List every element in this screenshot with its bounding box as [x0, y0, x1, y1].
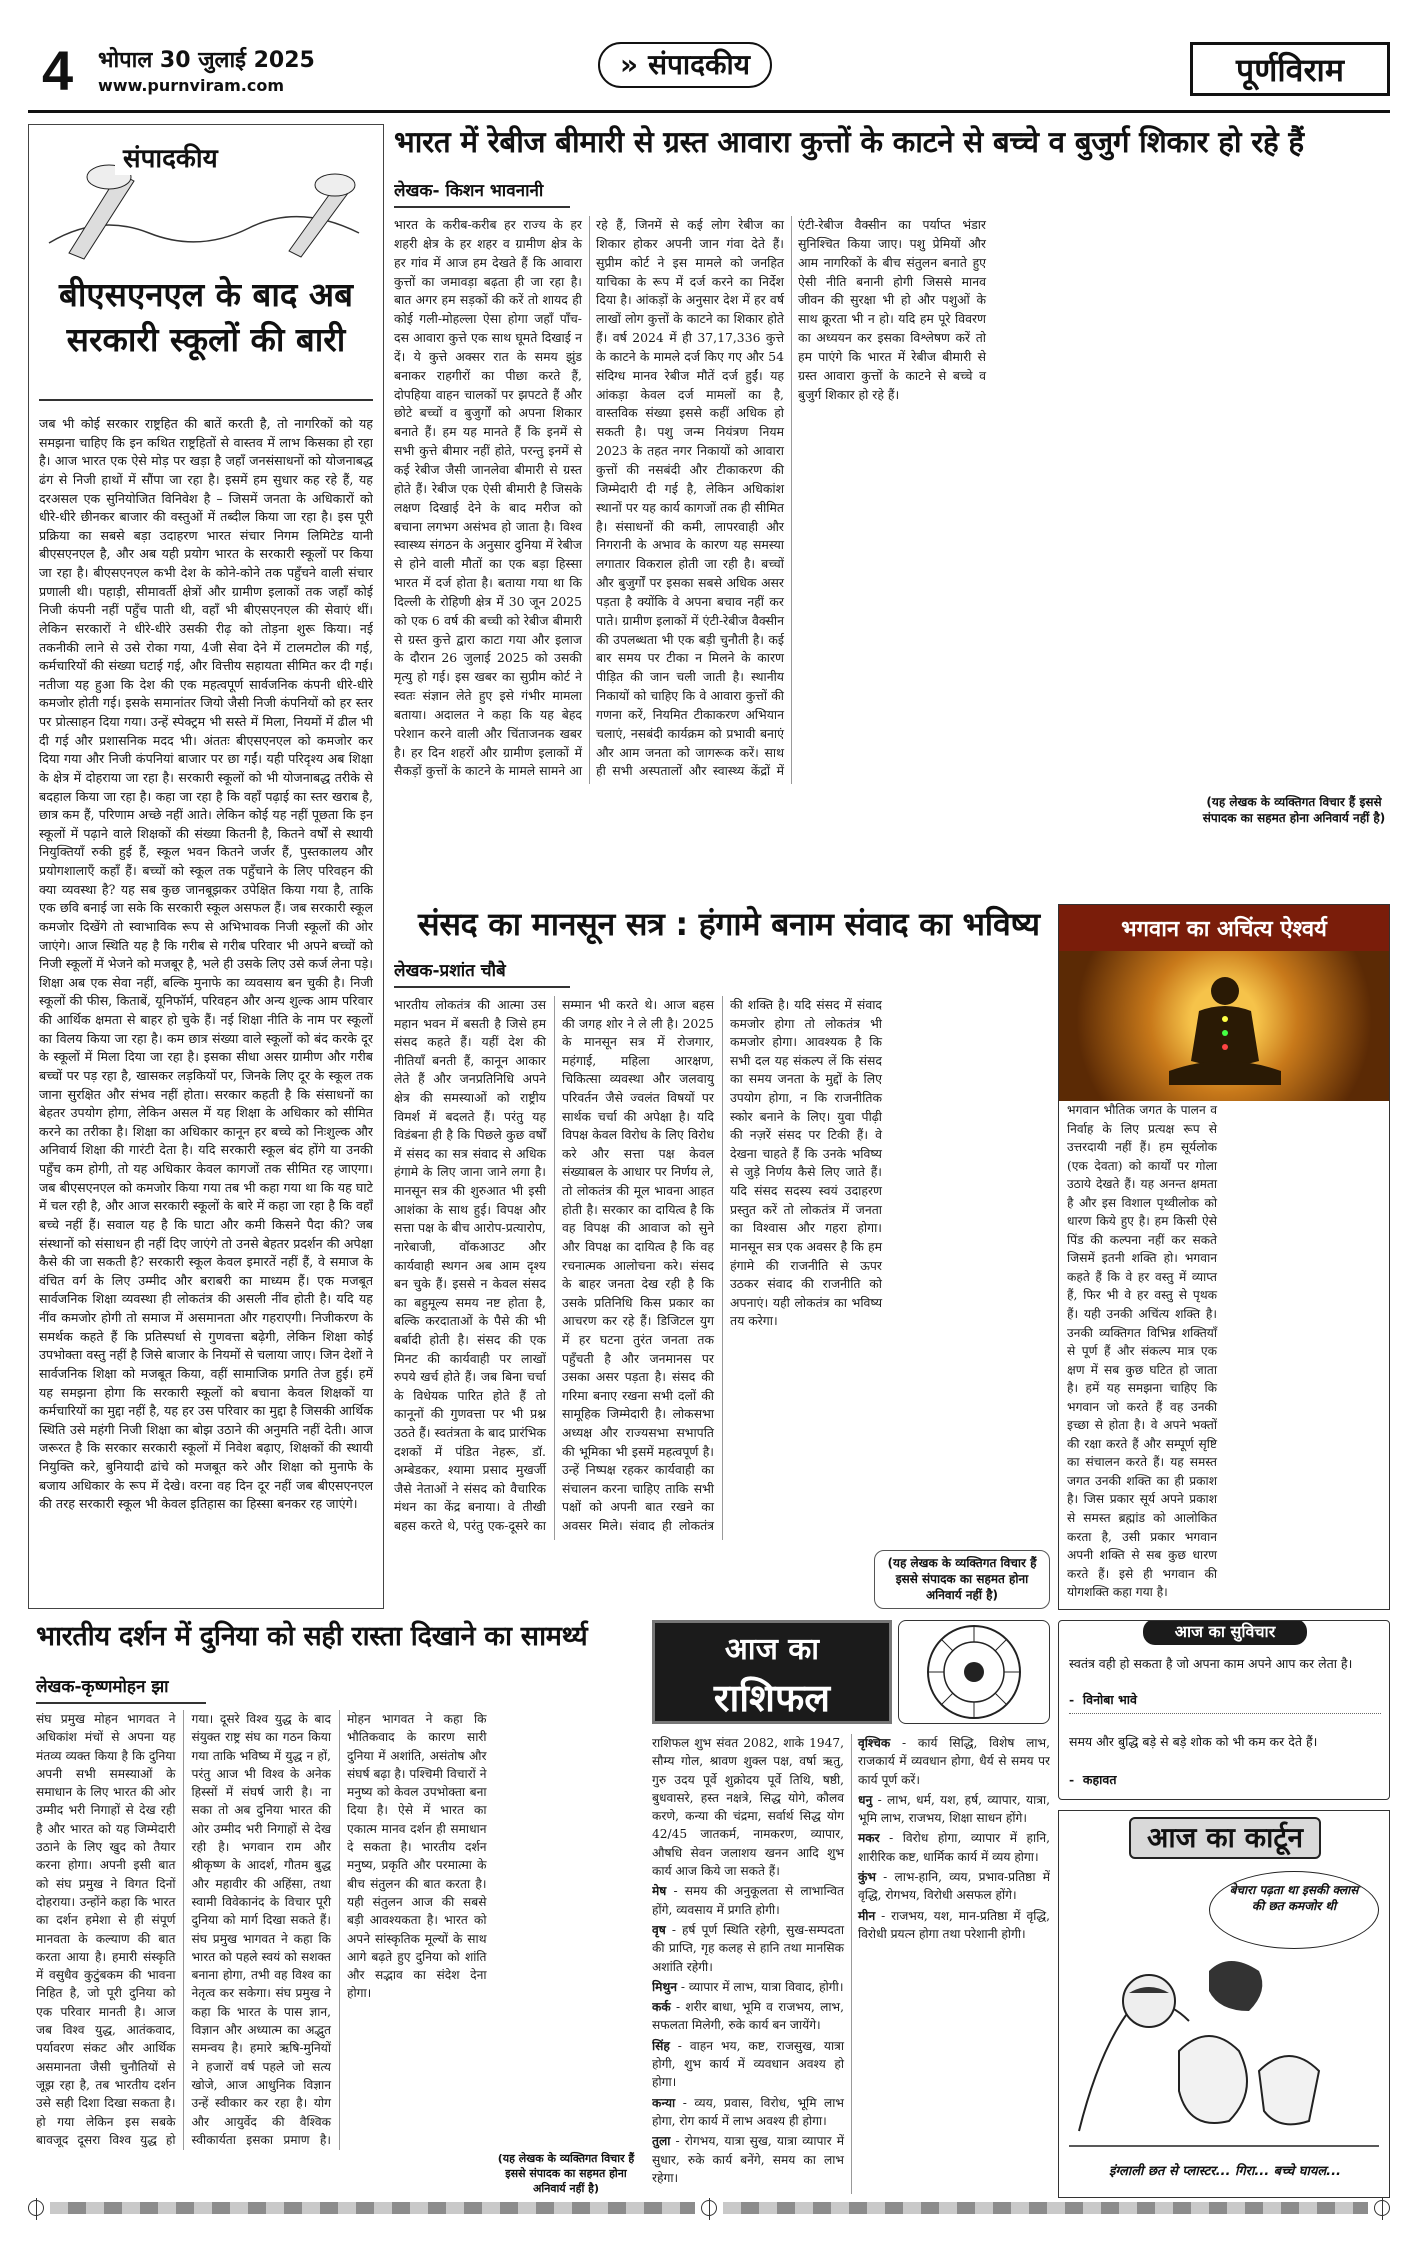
suvichar-author-name: कहावत [1082, 1772, 1117, 1787]
sign-text: विरोध होगा, व्यापार में हानि, शारीरिक कष्ट, धार्मिक कार्य में व्यय होगा। [858, 1831, 1050, 1864]
meditating-figure-icon [1059, 951, 1390, 1101]
page-number: 4 [42, 39, 74, 102]
sign-name: सिंह [652, 2038, 670, 2053]
section-tag [598, 42, 772, 88]
rabies-disclaimer: (यह लेखक के व्यक्तिगत विचार हैं इससे संपादक का सहमत होना अनिवार्य नहीं है) [1202, 795, 1386, 826]
darshan-disclaimer: (यह लेखक के व्यक्तिगत विचार हैं इससे संपादक का सहमत होना अनिवार्य नहीं है) [497, 2152, 635, 2195]
bhagwan-box [1058, 904, 1390, 1610]
rabies-headline: भारत में रेबीज बीमारी से ग्रस्त आवारा कुत्तों के काटने से बच्चे व बुजुर्ग शिकार हो रहे हैं [394, 125, 1304, 159]
print-registration-strip [28, 2200, 1390, 2216]
masthead [28, 38, 1390, 106]
sign-name: मिथुन [652, 1979, 677, 1994]
sign-text: व्यापार में लाभ, यात्रा विवाद, होगी। [688, 1979, 844, 1994]
bhagwan-body: भगवान भौतिक जगत के पालन व निर्वाह के लिए प्रत्यक्ष रूप से उत्तरदायी नहीं हैं। हम सूर्यलोक (एक देवता) को कार्यों पर गोला उठाये देखते हैं। यह अनन्त क्षमता है और इस विशाल पृथ्वीलोक को धारण किये हुए है। हम किसी ऐसे पिंड की कल्पना नहीं कर सकते जिसमें इतनी शक्ति हो। भगवान कहते हैं कि वे हर वस्तु में व्याप्त हैं, फिर भी वे हर वस्तु से पृथक हैं। यही उनकी अचिंत्य शक्ति है। उनकी व्यक्तिगत विभिन्न शक्तियाँ से पूर्ण हैं और संकल्प मात्र एक क्षण में सब कुछ घटित हो जाता है। हमें यह समझना चाहिए कि भगवान जो करते हैं वह उनकी इच्छा से होता है। वे अपने भक्तों की रक्षा करते हैं और सम्पूर्ण सृष्टि का संचालन करते हैं। यह समस्त जगत उनकी शक्ति का ही प्रकाश है। जिस प्रकार सूर्य अपने प्रकाश से समस्त ब्रह्मांड को आलोकित करता है, उसी प्रकार भगवान अपनी शक्ति से सब कुछ धारण करते हैं। इसे ही भगवान की योगशक्ति कहा गया है। [1067, 1103, 1217, 1600]
sign-name: मकर [858, 1831, 880, 1846]
color-bar [723, 2202, 1368, 2214]
sign-text: लाभ, धर्म, यश, हर्ष, व्यापार, यात्रा, भूमि लाभ, राजभय, शिक्षा साधन होंगे। [858, 1792, 1050, 1826]
parliament-disclaimer: (यह लेखक के व्यक्तिगत विचार हैं इससे संपादक का सहमत होना अनिवार्य नहीं है) [874, 1550, 1050, 1609]
rashifal-sign: कर्क - शरीर बाधा, भूमि व राजभय, लाभ, सफलता मिलेगी, रुके कार्य बन जायेंगे। [652, 2000, 844, 2033]
rashifal-heading-line2: राशिफल [713, 1676, 831, 1720]
section-label: संपादकीय [648, 48, 751, 81]
parliament-byline-rule [394, 986, 570, 988]
sign-text: रोगभय, यात्रा सुख, यात्रा व्यापार में सुधार, रुके कार्य बनेंगे, समय का लाभ रहेगा। [652, 2134, 844, 2185]
darshan-article [28, 1620, 644, 2198]
rashifal-box [652, 1620, 1050, 2198]
sign-text: हर्ष पूर्ण स्थिति रहेगी, सुख-सम्पदता की प्राप्ति, गृह कलह से हानि तथा मानसिक अशांति रहेगी। [652, 1922, 844, 1974]
rashifal-sign: मिथुन - व्यापार में लाभ, यात्रा विवाद, होगी। [652, 1979, 844, 1994]
suvichar-divider [1069, 1713, 1381, 1714]
rashifal-intro: राशिफल शुभ संवत 2082, शाके 1947, सौम्य गोल, श्रावण शुक्ल पक्ष, वर्षा ऋतु, गुरु उदय पूर्वे शुक्रोदय पूर्वे तिथि, षष्ठी, बुधवासरे, हस्त नक्षत्रे, सिद्ध योगे, कौलव करणे, कन्या की चंद्रमा, सर्वार्थ सिद्ध योग 42/45 जातकर्म, नामकरण, व्यापार, औषधि सेवन जलाशय खनन आदि शुभ कार्य आज किये जा सकते हैं। [652, 1736, 844, 1879]
cartoon-caption: इंग्लाली छत से प्लास्टर... गिरा... बच्चे घायल... [1108, 2164, 1341, 2179]
sign-name: मीन [858, 1908, 876, 1923]
parliament-byline: लेखक-प्रशांत चौबे [394, 961, 506, 981]
rashifal-sign: कुंभ - लाभ-हानि, व्यय, प्रभाव-प्रतिष्ठा में वृद्धि, रोगभय, विरोधी असफल होंगे। [858, 1870, 1050, 1903]
sign-name: कर्क [652, 2000, 671, 2015]
rashifal-sign: सिंह - वाहन भय, कष्ट, राजसुख, यात्रा होगी, शुभ कार्य में व्यवधान अवश्य हो होगा। [652, 2038, 844, 2090]
cartoon-drawing [1059, 1931, 1389, 2171]
darshan-headline: भारतीय दर्शन में दुनिया को सही रास्ता दिखाने का सामर्थ्य [36, 1621, 588, 1652]
sign-text: शरीर बाधा, भूमि व राजभय, लाभ, सफलता मिलेगी, रुके कार्य बन जायेंगे। [652, 2000, 844, 2033]
registration-mark-icon [1374, 2200, 1390, 2216]
rashifal-sign: मेष - समय की अनुकूलता से लाभान्वित होंगे, व्यवसाय में प्रगति होगी। [652, 1884, 844, 1917]
rabies-article [394, 124, 1390, 894]
suvichar-author: - विनोबा भावे [1069, 1692, 1137, 1707]
suvichar-quote: स्वतंत्र वही हो सकता है जो अपना काम अपने आप कर लेता है। [1069, 1656, 1353, 1671]
parliament-body: भारतीय लोकतंत्र की आत्मा उस महान भवन में बसती है जिसे हम संसद कहते हैं। यहीं देश की नीतियाँ बनती हैं, कानून आकार लेते हैं और जनप्रतिनिधि अपने क्षेत्र की समस्याओं को राष्ट्रीय विमर्श में बदलते हैं। परंतु यह विडंबना ही है कि पिछले कुछ वर्षों में संसद का सत्र संवाद से अधिक हंगामे के लिए जाना जाने लगा है। मानसून सत्र की शुरुआत भी इसी आशंका के साथ हुई। विपक्ष और सत्ता पक्ष के बीच आरोप-प्रत्यारोप, नारेबाजी, वॉकआउट और कार्यवाही स्थगन अब आम दृश्य बन चुके हैं। इससे न केवल संसद का बहुमूल्य समय नष्ट होता है, बल्कि करदाताओं के पैसे की भी बर्बादी होती है। संसद की एक मिनट की कार्यवाही पर लाखों रुपये खर्च होते हैं। जब बिना चर्चा के विधेयक पारित होते हैं तो कानूनों की गुणवत्ता पर भी प्रश्न उठते हैं। स्वतंत्रता के बाद प्रारंभिक दशकों में पंडित नेहरू, डॉ. अम्बेडकर, श्यामा प्रसाद मुखर्जी जैसे नेताओं ने संसद को वैचारिक मंथन का केंद्र बनाया। वे तीखी बहस करते थे, परंतु एक-दूसरे का सम्मान भी करते थे। आज बहस की जगह शोर ने ले ली है। 2025 के मानसून सत्र में रोजगार, महंगाई, महिला आरक्षण, चिकित्सा व्यवस्था और जलवायु परिवर्तन जैसे ज्वलंत विषयों पर सार्थक चर्चा की अपेक्षा है। यदि विपक्ष केवल विरोध के लिए विरोध करे और सत्ता पक्ष केवल संख्याबल के आधार पर निर्णय ले, तो लोकतंत्र की मूल भावना आहत होती है। सरकार का दायित्व है कि वह विपक्ष की आवाज को सुने और विपक्ष का दायित्व है कि वह रचनात्मक आलोचना करे। संसद के बाहर जनता देख रही है कि उसके प्रतिनिधि किस प्रकार का आचरण कर रहे हैं। डिजिटल युग में हर घटना तुरंत जनता तक पहुँचती है और जनमानस पर उसका असर पड़ता है। संसद की गरिमा बनाए रखना सभी दलों की सामूहिक जिम्मेदारी है। लोकसभा अध्यक्ष और राज्यसभा सभापति की भूमिका भी इसमें महत्वपूर्ण है। उन्हें निष्पक्ष रहकर कार्यवाही का संचालन करना चाहिए ताकि सभी पक्षों को अपनी बात रखने का अवसर मिले। संवाद ही लोकतंत्र की शक्ति है। यदि संसद में संवाद कमजोर होगा तो लोकतंत्र भी कमजोर होगा। आवश्यक है कि सभी दल यह संकल्प लें कि संसद का समय जनता के मुद्दों के लिए उपयोग होगा, न कि राजनीतिक स्कोर बनाने के लिए। युवा पीढ़ी की नज़रें संसद पर टिकी हैं। वे देखना चाहते हैं कि उनके भविष्य से जुड़े निर्णय कैसे लिए जाते हैं। यदि संसद सदस्य स्वयं उदाहरण प्रस्तुत करें तो लोकतंत्र में जनता का विश्वास और गहरा होगा। मानसून सत्र एक अवसर है कि हम हंगामे की राजनीति से ऊपर उठकर संवाद की राजनीति को अपनाएं। यही लोकतंत्र का भविष्य तय करेगा। [394, 997, 882, 1534]
rashifal-sign: मीन - राजभय, यश, मान-प्रतिष्ठा में वृद्धि, विरोधी प्रयत्न होगा तथा परेशानी होगी। [858, 1908, 1050, 1941]
rashifal-sign: मकर - विरोध होगा, व्यापार में हानि, शारीरिक कष्ट, धार्मिक कार्य में व्यय होगा। [858, 1831, 1050, 1864]
zodiac-wheel-icon [924, 1622, 1024, 1722]
sign-text: व्यय, प्रवास, विरोध, भूमि लाभ होगा, रोग कार्य में लाभ अवश्य ही होगा। [652, 2095, 844, 2128]
double-chevron-icon: » [620, 48, 639, 81]
sign-text: समय की अनुकूलता से लाभान्वित होंगे, व्यवसाय में प्रगति होगी। [652, 1884, 844, 1917]
sign-name: वृश्चिक [858, 1736, 891, 1750]
editorial-label: संपादकीय [115, 139, 226, 175]
sign-name: मेष [652, 1884, 667, 1899]
suvichar-box [1058, 1620, 1390, 1800]
darshan-body: संघ प्रमुख मोहन भागवत ने अधिकांश मंचों से अपना यह मंतव्य व्यक्त किया है कि दुनिया अपनी सभी समस्याओं के समाधान के लिए भारत की ओर उम्मीद भरी निगाहों से देख रही है और भारत को यह जिम्मेदारी उठाने के लिए खुद को तैयार करना होगा। अपनी इसी बात को संघ प्रमुख ने विगत दिनों दोहराया। उन्होंने कहा कि भारत का दर्शन हमेशा से ही संपूर्ण मानवता के कल्याण की बात करता आया है। हमारी संस्कृति में वसुधैव कुटुंबकम की भावना निहित है, जो पूरी दुनिया को एक परिवार मानती है। आज जब विश्व युद्ध, आतंकवाद, पर्यावरण संकट और आर्थिक असमानता जैसी चुनौतियों से जूझ रहा है, तब भारतीय दर्शन उसे सही दिशा दिखा सकता है। हो गया लेकिन इस सबके बावजूद दूसरा विश्व युद्ध हो गया। दूसरे विश्व युद्ध के बाद संयुक्त राष्ट्र संघ का गठन किया गया ताकि भविष्य में युद्ध न हों, परंतु आज भी विश्व के अनेक हिस्सों में संघर्ष जारी है। ना सका तो अब दुनिया भारत की ओर उम्मीद भरी निगाहों से देख रही है। भगवान राम और श्रीकृष्ण के आदर्श, गौतम बुद्ध और महावीर की अहिंसा, तथा स्वामी विवेकानंद के विचार पूरी दुनिया को मार्ग दिखा सकते हैं। संघ प्रमुख भागवत ने कहा कि भारत को पहले स्वयं को सशक्त बनाना होगा, तभी वह विश्व का नेतृत्व कर सकेगा। संघ प्रमुख ने कहा कि भारत के पास ज्ञान, विज्ञान और अध्यात्म का अद्भुत समन्वय है। हमारे ऋषि-मुनियों ने हजारों वर्ष पहले जो सत्य खोजे, आज आधुनिक विज्ञान उन्हें स्वीकार कर रहा है। योग और आयुर्वेद की वैश्विक स्वीकार्यता इसका प्रमाण है। मोहन भागवत ने कहा कि भौतिकवाद के कारण सारी दुनिया में अशांति, असंतोष और संघर्ष बढ़ा है। पश्चिमी विचारों ने मनुष्य को केवल उपभोक्ता बना दिया है। ऐसे में भारत का एकात्म मानव दर्शन ही समाधान दे सकता है। भारतीय दर्शन मनुष्य, प्रकृति और परमात्मा के बीच संतुलन की बात करता है। यही संतुलन आज की सबसे बड़ी आवश्यकता है। भारत को अपने सांस्कृतिक मूल्यों के साथ आगे बढ़ते हुए दुनिया को शांति और सद्भाव का संदेश देना होगा। [36, 1712, 487, 2147]
rabies-byline-rule [394, 206, 570, 208]
darshan-byline: लेखक-कृष्णमोहन झा [36, 1677, 169, 1697]
parliament-headline: संसद का मानसून सत्र : हंगामे बनाम संवाद का भविष्य [418, 905, 1040, 943]
registration-mark-icon [701, 2200, 717, 2216]
website-link[interactable]: www.purnviram.com [98, 76, 285, 95]
rashifal-banner [652, 1620, 892, 1724]
darshan-byline-rule [36, 1702, 206, 1704]
suvichar-quote: समय और बुद्धि बड़े से बड़े शोक को भी कम कर देते हैं। [1069, 1734, 1318, 1749]
meditation-image [1059, 951, 1389, 1101]
editorial-illustration [39, 133, 373, 261]
rashifal-sign: वृश्चिक - कार्य सिद्धि, विशेष लाभ, राजकार्य में व्यवधान होगा, धैर्य से समय पर कार्य पूर्ण करें। [858, 1736, 1050, 1787]
sign-name: तुला [652, 2134, 671, 2149]
rashifal-sign: वृष - हर्ष पूर्ण स्थिति रहेगी, सुख-सम्पदता की प्राप्ति, गृह कलह से हानि तथा मानसिक अशांति रहेगी। [652, 1922, 844, 1974]
rabies-body: भारत के करीब-करीब हर राज्य के हर शहरी क्षेत्र के हर शहर व ग्रामीण क्षेत्र के हर गांव में आज हम देखते हैं कि आवारा कुत्तों का जमावड़ा बढ़ता ही जा रहा है। बात अगर हम सड़कों की करें तो शायद ही कोई गली-मोहल्ला ऐसा होगा जहाँ पाँच-दस आवारा कुत्ते एक साथ घूमते दिखाई न दें। ये कुत्ते अक्सर रात के समय झुंड बनाकर राहगीरों का पीछा करते हैं, दोपहिया वाहन चालकों पर झपटते हैं और छोटे बच्चों व बुजुर्गों को अपना शिकार बनाते हैं। हम यह मानते हैं कि इनमें से सभी कुत्ते बीमार नहीं होते, परन्तु इनमें से कई रेबीज जैसी जानलेवा बीमारी से ग्रस्त होते हैं। रेबीज एक ऐसी बीमारी है जिसके लक्षण दिखाई देने के बाद मरीज को बचाना लगभग असंभव हो जाता है। विश्व स्वास्थ्य संगठन के अनुसार दुनिया में रेबीज से होने वाली मौतों का एक बड़ा हिस्सा भारत में दर्ज होता है। बताया गया था कि दिल्ली के रोहिणी क्षेत्र में 30 जून 2025 को एक 6 वर्ष की बच्ची को रेबीज बीमारी से ग्रस्त कुत्ते द्वारा काटा गया और इलाज के दौरान 26 जुलाई 2025 को उसकी मृत्यु हो गई। इस खबर का सुप्रीम कोर्ट ने स्वतः संज्ञान लेते हुए इसे गंभीर मामला बताया। अदालत ने कहा कि यह बेहद परेशान करने वाली और चिंताजनक खबर है। हर दिन शहरों और ग्रामीण इलाकों में सैकड़ों कुत्तों के काटने के मामले सामने आ रहे हैं, जिनमें से कई लोग रेबीज का शिकार होकर अपनी जान गंवा देते हैं। सुप्रीम कोर्ट ने इस मामले को जनहित याचिका के रूप में दर्ज करने का निर्देश दिया है। आंकड़ों के अनुसार देश में हर वर्ष लाखों लोग कुत्तों के काटने का शिकार होते हैं। वर्ष 2024 में ही 37,17,336 कुत्ते के काटने के मामले दर्ज किए गए और 54 संदिग्ध मानव रेबीज मौतें दर्ज हुईं। यह आंकड़ा केवल दर्ज मामलों का है, वास्तविक संख्या इससे कहीं अधिक हो सकती है। पशु जन्म नियंत्रण नियम 2023 के तहत नगर निकायों को आवारा कुत्तों की नसबंदी और टीकाकरण की जिम्मेदारी दी गई है, लेकिन अधिकांश स्थानों पर यह कार्य कागजों तक ही सीमित है। संसाधनों की कमी, लापरवाही और निगरानी के अभाव के कारण यह समस्या लगातार विकराल होती जा रही है। बच्चों और बुजुर्गों पर इसका सबसे अधिक असर पड़ता है क्योंकि वे अपना बचाव नहीं कर पाते। ग्रामीण इलाकों में एंटी-रेबीज वैक्सीन की उपलब्धता भी एक बड़ी चुनौती है। कई बार समय पर टीका न मिलने के कारण पीड़ित की जान चली जाती है। स्थानीय निकायों को चाहिए कि वे आवारा कुत्तों की गणना करें, नियमित टीकाकरण अभियान चलाएं, नसबंदी कार्यक्रम को प्रभावी बनाएं और आम जनता को जागरूक करें। साथ ही सभी अस्पतालों और स्वास्थ्य केंद्रों में एंटी-रेबीज वैक्सीन का पर्याप्त भंडार सुनिश्चित किया जाए। पशु प्रेमियों और आम नागरिकों के बीच संतुलन बनाते हुए ऐसी नीति बनानी होगी जिससे मानव जीवन की सुरक्षा भी हो और पशुओं के साथ क्रूरता भी न हो। यदि हम पूरे विवरण का अध्ययन कर इसका विश्लेषण करें तो हम पाएंगे कि भारत में रेबीज बीमारी से ग्रस्त आवारा कुत्तों के काटने से बच्चे व बुजुर्ग शिकार हो रहे हैं। [394, 217, 986, 779]
rashifal-heading-line1: आज का [724, 1632, 820, 1667]
sign-name: वृष [652, 1922, 666, 1937]
editorial-panel [28, 124, 384, 1609]
registration-mark-icon [28, 2200, 44, 2216]
cartoon-heading: आज का कार्टून [1129, 1817, 1321, 1859]
rashifal-columns [652, 1734, 1050, 2194]
sign-text: लाभ-हानि, व्यय, प्रभाव-प्रतिष्ठा में वृद्धि, रोगभय, विरोधी असफल होंगे। [858, 1870, 1050, 1903]
bhagwan-heading: भगवान का अचिंत्य ऐश्वर्य [1059, 905, 1389, 951]
sign-name: कुंभ [858, 1870, 876, 1885]
parliament-article [394, 904, 1050, 1610]
sign-text: राजभय, यश, मान-प्रतिष्ठा में वृद्धि, विरोधी प्रयत्न होगा तथा परेशानी होगी। [858, 1908, 1050, 1941]
editorial-body: जब भी कोई सरकार राष्ट्रहित की बातें करती है, तो नागरिकों को यह समझना चाहिए कि इन कथित राष्ट्रहितों से वास्तव में लाभ किसका हो रहा है। आज भारत एक ऐसे मोड़ पर खड़ा है जहाँ जनसंसाधनों को योजनाबद्ध ढंग से निजी हाथों में सौंपा जा रहा है। इसमें हम सुधार कह रहे हैं, यह दरअसल एक सुनियोजित विनिवेश है – जिसमें जनता के अधिकारों को धीरे-धीरे छीनकर बाजार की वस्तुओं में तब्दील किया जा रहा है। इस पूरी प्रक्रिया का सबसे बड़ा उदाहरण भारत संचार निगम लिमिटेड यानी बीएसएनएल है, और अब यही प्रयोग भारत के सरकारी स्कूलों पर किया जा रहा है। बीएसएनएल कभी देश के कोने-कोने तक पहुँचने वाली संचार प्रणाली थी। पहाड़ी, सीमावर्ती क्षेत्रों और ग्रामीण इलाकों तक जहाँ कोई निजी कंपनी नहीं पहुँच पाती थी, वहाँ भी बीएसएनएल की सेवाएं थीं। लेकिन सरकारों ने धीरे-धीरे उसकी रीढ़ को तोड़ना शुरू किया। नई तकनीकी लाने से उसे रोका गया, 4जी सेवा देने में टालमटोल की गई, कर्मचारियों की संख्या घटाई गई, और वित्तीय सहायता सीमित कर दी गई। नतीजा यह हुआ कि देश की एक महत्वपूर्ण सार्वजनिक कंपनी धीरे-धीरे कमजोर होती गई। इसके समानांतर जियो जैसी निजी कंपनियों को हर स्तर पर प्रोत्साहन दिया गया। उन्हें स्पेक्ट्रम भी सस्ते में मिला, नियमों में ढील भी दी गई और प्रशासनिक मदद भी। अंततः बीएसएनएल को कमजोर कर दिया गया और निजी कंपनियां बाजार पर छा गईं। यही परिदृश्य अब शिक्षा के क्षेत्र में दोहराया जा रहा है। सरकारी स्कूलों को भी योजनाबद्ध तरीके से बदहाल किया जा रहा है। कहा जा रहा है कि वहाँ पढ़ाई का स्तर खराब है, छात्र कम हैं, परिणाम अच्छे नहीं आते। लेकिन कोई यह नहीं पूछता कि इन स्कूलों में पढ़ाने वाले शिक्षकों की संख्या कितनी है, कितने वर्षों से स्थायी नियुक्तियाँ रुकी हुई हैं, स्कूल भवन कितने जर्जर हैं, पुस्तकालय और प्रयोगशालाएँ कहाँ हैं। बच्चों को स्कूल तक पहुँचाने के लिए परिवहन की क्या व्यवस्था है? यह सब कुछ जानबूझकर उपेक्षित किया गया है, ताकि एक छवि बनाई जा सके कि सरकारी स्कूल असफल हैं। जब सरकारी स्कूल कमजोर दिखेंगे तो स्वाभाविक रूप से अभिभावक निजी स्कूलों की ओर जाएंगे। आज स्थिति यह है कि गरीब से गरीब परिवार भी अपने बच्चों को निजी स्कूलों में भेजने को मजबूर है, भले ही उसके लिए उसे कर्ज लेना पड़े। शिक्षा अब एक सेवा नहीं, बल्कि मुनाफे का व्यवसाय बन चुकी है। निजी स्कूलों की फीस, किताबें, यूनिफॉर्म, परिवहन और अन्य शुल्क आम परिवार की आर्थिक क्षमता से बाहर हो चुके हैं। नई शिक्षा नीति के नाम पर स्कूलों का विलय किया जा रहा है। कम छात्र संख्या वाले स्कूलों को बंद करके दूर के स्कूलों में मिला दिया जा रहा है। इसका सीधा असर ग्रामीण और गरीब बच्चों पर पड़ रहा है, खासकर लड़कियों पर, जिनके लिए दूर के स्कूल तक जाना सुरक्षित और संभव नहीं होता। सरकार कहती है कि संसाधनों का बेहतर उपयोग होगा, लेकिन असल में यह शिक्षा के अधिकार को सीमित करने का तरीका है। शिक्षा का अधिकार कानून हर बच्चे को निःशुल्क और अनिवार्य शिक्षा की गारंटी देता है। यदि सरकारी स्कूल बंद होंगे या उनकी पहुँच कम होगी, तो यह अधिकार केवल कागजों तक सीमित रह जाएगा। जब बीएसएनएल को कमजोर किया गया तब भी कहा गया था कि यह घाटे में चल रही है, और आज सरकारी स्कूलों के बारे में कहा जा रहा है कि वहाँ बच्चे नहीं हैं। सवाल यह है कि घाटा और कमी किसने पैदा की? जब संस्थानों को संसाधन ही नहीं दिए जाएंगे तो उनसे बेहतर प्रदर्शन की अपेक्षा कैसे की जा सकती है? सरकारी स्कूल केवल इमारतें नहीं हैं, वे समाज के वंचित वर्ग के लिए उम्मीद और बराबरी का माध्यम हैं। एक मजबूत सार्वजनिक शिक्षा व्यवस्था ही लोकतंत्र की असली नींव होती है। यदि यह नींव कमजोर होगी तो समाज में असमानता और गहराएगी। निजीकरण के समर्थक कहते हैं कि प्रतिस्पर्धा से गुणवत्ता बढ़ेगी, लेकिन शिक्षा कोई उपभोक्ता वस्तु नहीं है जिसे बाजार के नियमों से चलाया जाए। जिन देशों ने सार्वजनिक शिक्षा को मजबूत किया, वहीं सामाजिक प्रगति तेज हुई। हमें यह समझना होगा कि सरकारी स्कूलों को बचाना केवल शिक्षकों या कर्मचारियों का मुद्दा नहीं है, यह हर उस परिवार का मुद्दा है जिसकी आर्थिक स्थिति उसे महंगी निजी शिक्षा का बोझ उठाने की अनुमति नहीं देती। आज जरूरत है कि सरकार सरकारी स्कूलों में निवेश बढ़ाए, शिक्षकों की स्थायी नियुक्ति करे, बुनियादी ढांचे को मजबूत करे और शिक्षा को मुनाफे के बजाय अधिकार के रूप में देखे। वरना वह दिन दूर नहीं जब बीएसएनएल की तरह सरकारी स्कूल भी केवल इतिहास का हिस्सा बनकर रह जाएंगे। [39, 416, 373, 1512]
rashifal-sign: तुला - रोगभय, यात्रा सुख, यात्रा व्यापार में सुधार, रुके कार्य बनेंगे, समय का लाभ रहेगा। [652, 2134, 844, 2185]
rashifal-sign: कन्या - व्यय, प्रवास, विरोध, भूमि लाभ होगा, रोग कार्य में लाभ अवश्य ही होगा। [652, 2095, 844, 2128]
sign-name: धनु [858, 1792, 873, 1807]
sign-text: कार्य सिद्धि, विशेष लाभ, राजकार्य में व्यवधान होगा, धैर्य से समय पर कार्य पूर्ण करें। [858, 1736, 1050, 1787]
suvichar-heading: आज का सुविचार [1143, 1620, 1307, 1645]
brand-logo: पूर्णविराम [1190, 42, 1390, 96]
header-rule [28, 110, 1390, 113]
issue-date: भोपाल 30 जुलाई 2025 [98, 48, 315, 73]
color-bar [50, 2202, 695, 2214]
rabies-byline: लेखक- किशन भावनानी [394, 181, 544, 201]
rashifal-sign: धनु - लाभ, धर्म, यश, हर्ष, व्यापार, यात्रा, भूमि लाभ, राजभय, शिक्षा साधन होंगे। [858, 1792, 1050, 1826]
cartoon-speech-text: बेचारा पढ़ता था इसकी क्लास की छत कमजोर थी [1229, 1883, 1359, 1914]
suvichar-author-name: विनोबा भावे [1082, 1692, 1137, 1707]
cartoon-box [1058, 1810, 1390, 2198]
sign-name: कन्या [652, 2095, 676, 2110]
sign-text: वाहन भय, कष्ट, राजसुख, यात्रा होगी, शुभ कार्य में व्यवधान अवश्य हो होगा। [652, 2038, 844, 2090]
suvichar-author: - कहावत [1069, 1772, 1117, 1787]
zodiac-wheel [898, 1620, 1050, 1724]
editorial-title: बीएसएनएल के बाद अब सरकारी स्कूलों की बारी [39, 273, 373, 401]
